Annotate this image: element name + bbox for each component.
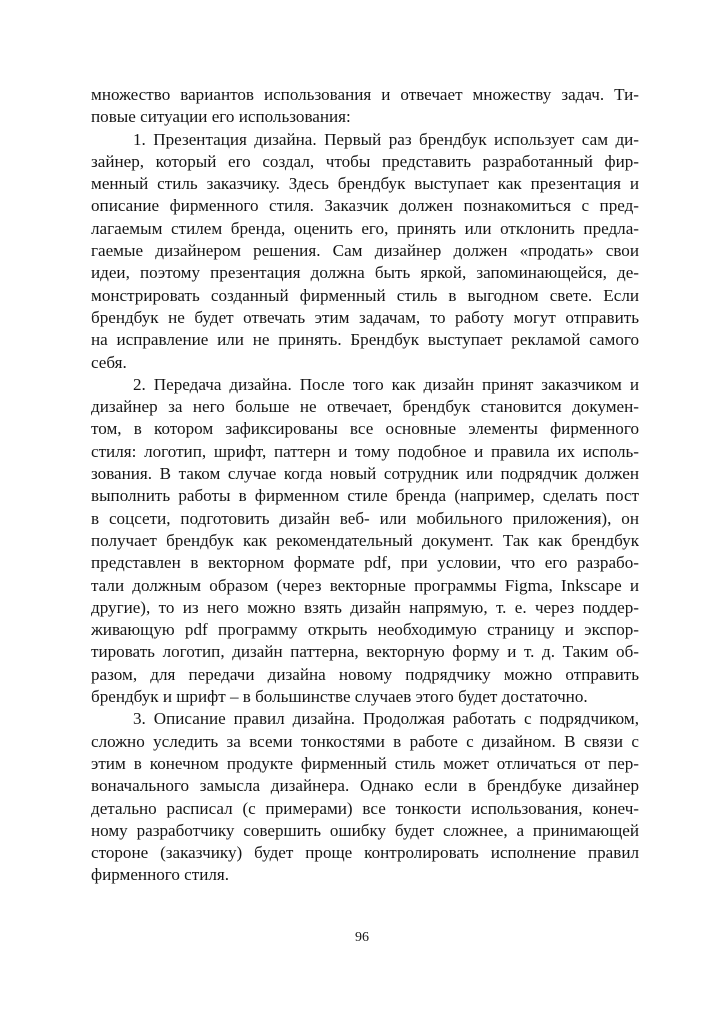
paragraph-rules [91, 708, 639, 886]
page-number: 96 [355, 930, 369, 945]
text-line: идеи, поэтому презентация должна быть яркой, запоминающейся, де- [91, 263, 639, 283]
paragraph-transfer [91, 374, 639, 708]
text-line: воначального замысла дизайнера. Однако если в брендбуке дизайнер [91, 776, 639, 796]
text-line: брендбук и шрифт – в большинстве случаев этого будет достаточно. [91, 687, 588, 707]
text-line: стиля: логотип, шрифт, паттерн и тому подобное и правила их исполь- [91, 441, 639, 461]
text-line: зайнер, который его создал, чтобы представить разработанный фир- [91, 151, 639, 171]
text-line: выполнить работы в фирменном стиле бренда (например, сделать пост [91, 486, 639, 506]
text-body [91, 84, 639, 887]
text-line: 3. Описание правил дизайна. Продолжая работать с подрядчиком, [133, 709, 639, 729]
text-line: брендбук не будет отвечать этим задачам, то работу могут отправить [91, 307, 639, 327]
text-line: этим в конечном продукте фирменный стиль может отличаться от пер- [91, 753, 639, 773]
paragraph-intro [91, 84, 639, 129]
text-line: множество вариантов использования и отвечает множеству задач. Ти- [91, 85, 639, 104]
text-line: разом, для передачи дизайна новому подрядчику можно отправить [91, 664, 639, 684]
text-line: гаемые дизайнером решения. Сам дизайнер должен «продать» свои [91, 241, 639, 261]
text-line: менный стиль заказчику. Здесь брендбук выступает как презентация и [91, 174, 639, 194]
text-line: том, в котором зафиксированы все основные элементы фирменного [91, 419, 639, 439]
text-line: ному разработчику совершить ошибку будет сложнее, а принимающей [91, 820, 639, 840]
text-line: другие), то из него можно взять дизайн напрямую, т. е. через поддер- [91, 597, 639, 617]
text-line: монстрировать созданный фирменный стиль в выгодном свете. Если [91, 285, 639, 305]
text-line: сложно уследить за всеми тонкостями в работе с дизайном. В связи с [91, 731, 639, 751]
text-line: на исправление или не принять. Брендбук выступает рекламой самого [91, 330, 639, 350]
text-line: тировать логотип, дизайн паттерна, векторную форму и т. д. Таким об- [91, 642, 639, 662]
text-line: 2. Передача дизайна. После того как дизайн принят заказчиком и [133, 374, 639, 394]
text-line: фирменного стиля. [91, 865, 230, 885]
text-line: зования. В таком случае когда новый сотрудник или подрядчик должен [91, 464, 639, 484]
text-line: живающую pdf программу открыть необходимую страницу и экспор- [91, 620, 639, 640]
text-line: себя. [91, 352, 127, 372]
text-line: описание фирменного стиля. Заказчик должен познакомиться с пред- [91, 196, 639, 216]
text-line: представлен в векторном формате pdf, при условии, что его разрабо- [91, 553, 639, 573]
text-line: повые ситуации его использования: [91, 107, 351, 127]
text-line: в соцсети, подготовить дизайн веб- или мобильного приложения), он [91, 508, 639, 528]
text-line: дизайнер за него больше не отвечает, брендбук становится докумен- [91, 397, 639, 417]
text-line: лагаемым стилем бренда, оценить его, принять или отклонить предла- [91, 218, 639, 238]
text-line: тали должным образом (через векторные программы Figma, Inkscape и [91, 575, 639, 595]
text-line: детально расписал (с примерами) все тонкости использования, конеч- [91, 798, 639, 818]
text-line: стороне (заказчику) будет проще контролировать исполнение правил [91, 843, 639, 863]
paragraph-presentation [91, 129, 639, 374]
text-line: получает брендбук как рекомендательный документ. Так как брендбук [91, 530, 639, 550]
text-line: 1. Презентация дизайна. Первый раз брендбук использует сам ди- [133, 129, 639, 149]
